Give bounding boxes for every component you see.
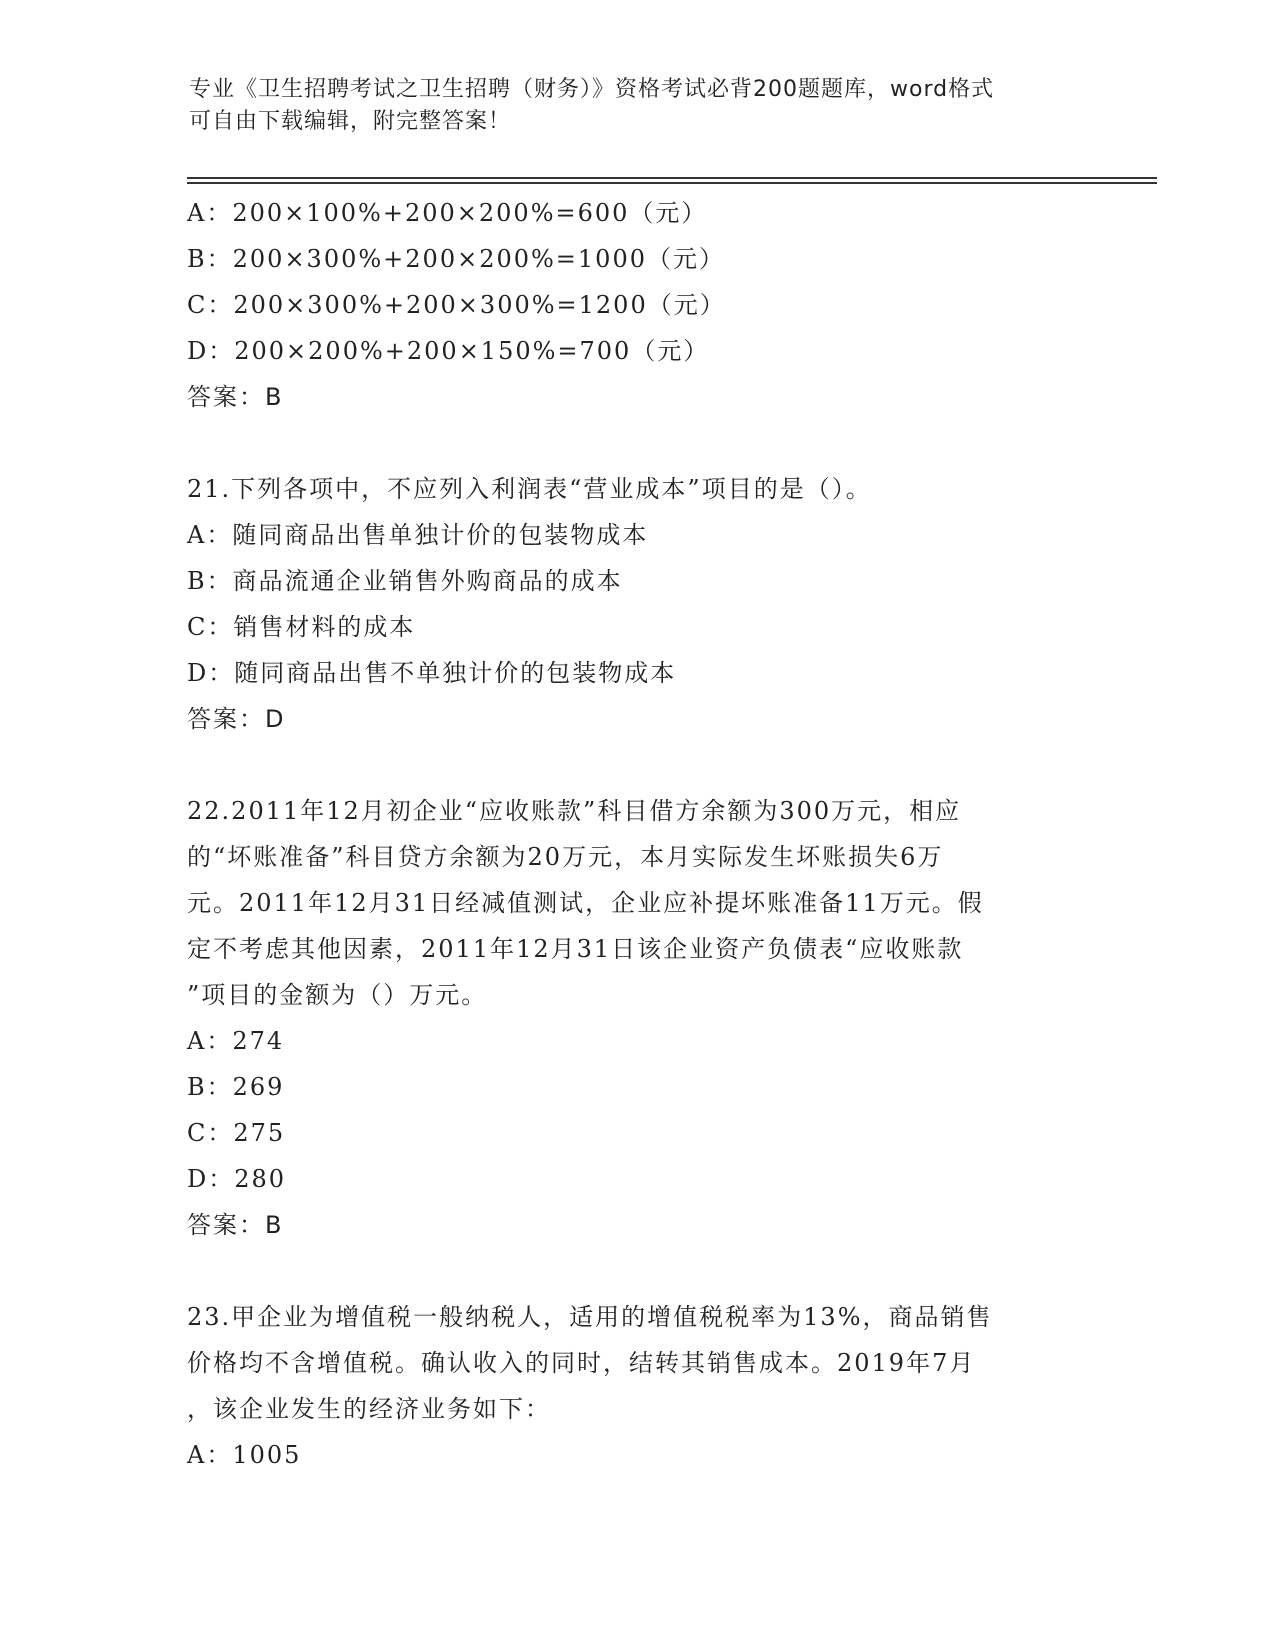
question-text-line: 23.甲企业为增值税一般纳税人，适用的增值税税率为13%，商品销售 [187, 1303, 993, 1331]
question-text-line: ”项目的金额为（）万元。 [187, 981, 488, 1009]
document-header [189, 74, 1069, 138]
question-text-line: ，该企业发生的经济业务如下： [187, 1395, 551, 1423]
answer-line: 答案：D [187, 705, 286, 733]
option-d: D：随同商品出售不单独计价的包装物成本 [187, 659, 677, 687]
header-line-2: 可自由下载编辑，附完整答案！ [189, 109, 512, 134]
header-divider-bottom [187, 182, 1157, 184]
option-a: A：200×100%+200×200%=600（元） [187, 199, 708, 227]
question-text-line: 定不考虑其他因素，2011年12月31日该企业资产负债表“应收账款 [187, 935, 964, 963]
question-20 [187, 190, 1087, 420]
question-23 [187, 1294, 1087, 1478]
option-b: B：商品流通企业销售外购商品的成本 [187, 567, 623, 595]
question-text-line: 的“坏账准备”科目贷方余额为20万元，本月实际发生坏账损失6万 [187, 843, 944, 871]
header-line-1: 专业《卫生招聘考试之卫生招聘（财务）》资格考试必背200题题库，word格式 [189, 77, 995, 102]
answer-line: 答案：B [187, 383, 284, 411]
option-b: B：200×300%+200×200%=1000（元） [187, 245, 725, 273]
option-c: C：200×300%+200×300%=1200（元） [187, 291, 726, 319]
answer-line: 答案：B [187, 1211, 284, 1239]
question-list [187, 190, 1087, 1478]
option-a: A：274 [187, 1027, 285, 1055]
option-d: D：200×200%+200×150%=700（元） [187, 337, 710, 365]
option-a: A：1005 [187, 1441, 302, 1469]
option-d: D：280 [187, 1165, 287, 1193]
question-text-line: 22.2011年12月初企业“应收账款”科目借方余额为300万元，相应 [187, 797, 962, 825]
option-c: C：销售材料的成本 [187, 613, 416, 641]
option-c: C：275 [187, 1119, 286, 1147]
question-text-line: 价格均不含增值税。确认收入的同时，结转其销售成本。2019年7月 [187, 1349, 976, 1377]
option-a: A：随同商品出售单独计价的包装物成本 [187, 521, 649, 549]
question-22 [187, 788, 1087, 1248]
option-b: B：269 [187, 1073, 285, 1101]
question-text: 21.下列各项中，不应列入利润表“营业成本”项目的是（）。 [187, 475, 872, 503]
question-21 [187, 466, 1087, 742]
question-text-line: 元。2011年12月31日经减值测试，企业应补提坏账准备11万元。假 [187, 889, 984, 917]
header-divider-top [187, 177, 1157, 179]
